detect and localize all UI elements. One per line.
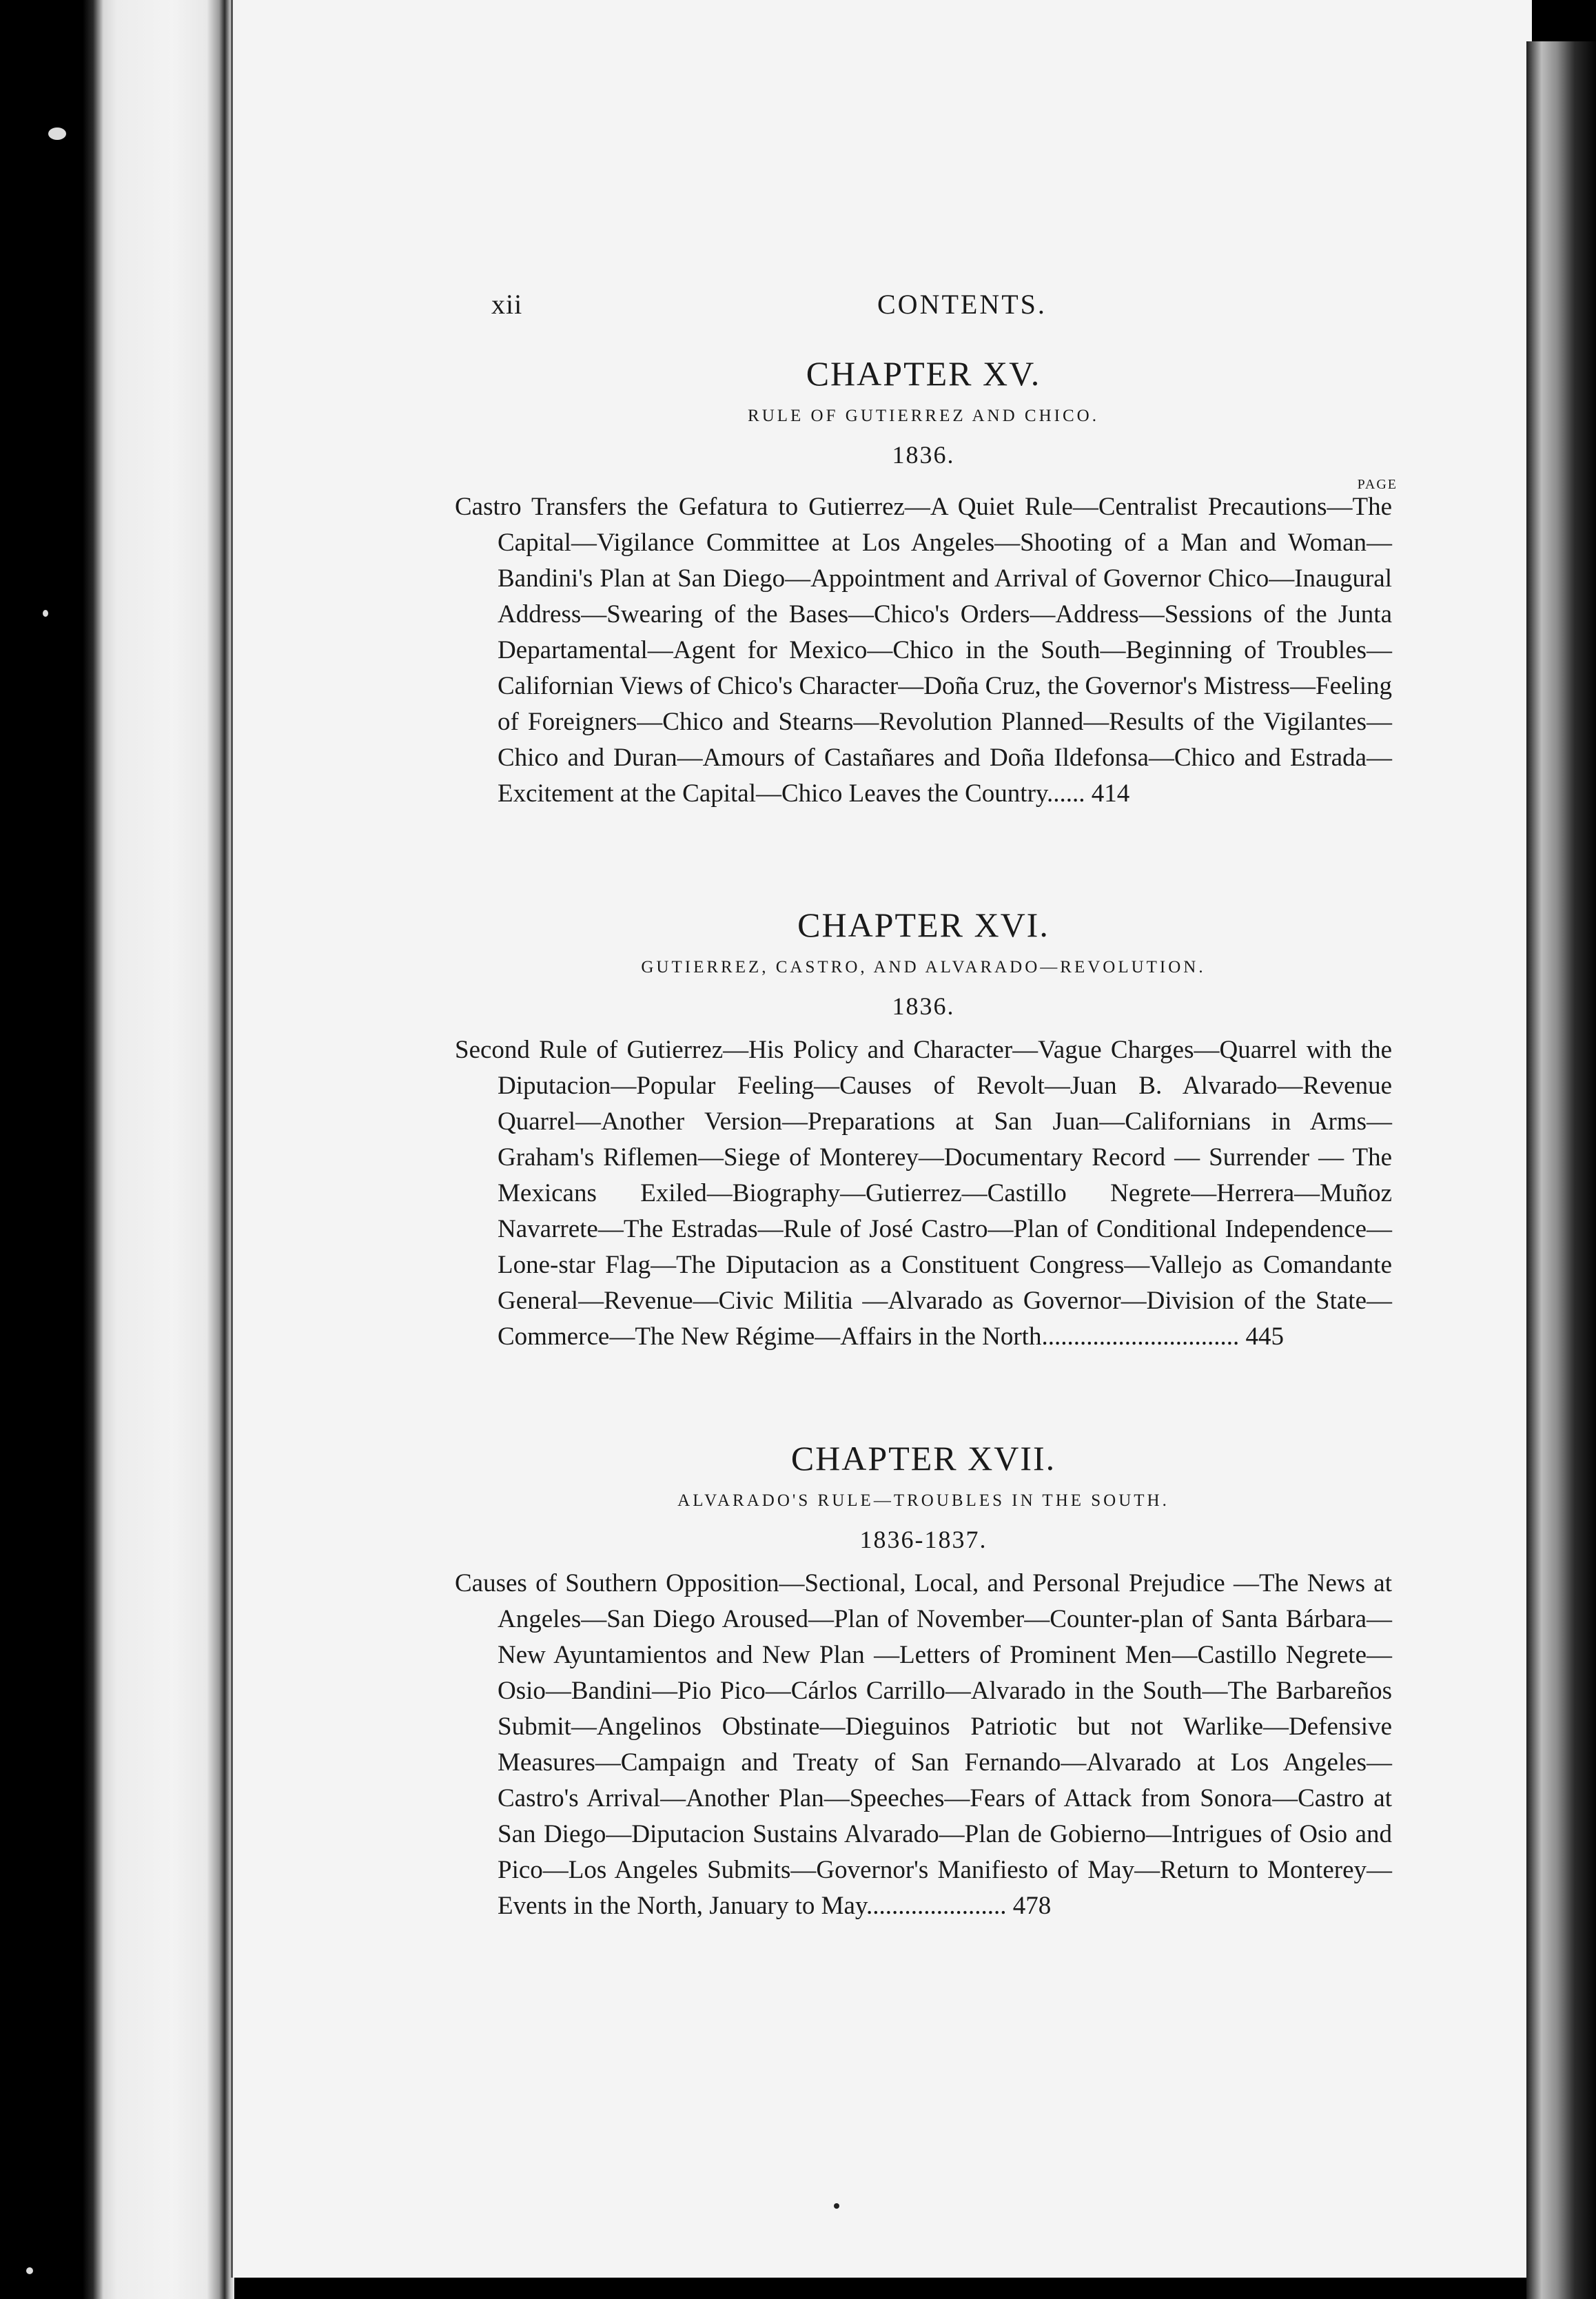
summary-text: Second Rule of Gutierrez—His Policy and Character—Vague Charges—Quarrel with the Diputacion—Popular Feeling—Causes of Revolt—Juan B. Alvarado—Revenue Quarrel—Another Version—Preparations at San Juan—Californians in Arms—Graham's Riflemen—Siege of Monterey—Documentary Record — Surrender — The Mexicans Exiled—Biography—Gutierrez—Castillo Negrete—Herrera—Muñoz Navarrete—The Estradas—Rule of José Castro—Plan of Conditional Independence—Lone-star Flag—The Diputacion as a Constituent Congress—Vallejo as Comandante General—Revenue—Civic Militia —Alvarado as Governor—Division of the State—Commerce—The New Régime—Affairs in the North (455, 1036, 1392, 1351)
summary-text: Castro Transfers the Gefatura to Gutierrez—A Quiet Rule—Centralist Precautions—The Capital—Vigilance Committee at Los Angeles—Shooting of a Man and Woman—Bandini's Plan at San Diego—Appointment and Arrival of Governor Chico—Inaugural Address—Swearing of the Bases—Chico's Orders—Address—Sessions of the Junta Departamental—Agent for Mexico—Chico in the South—Beginning of Troubles—Californian Views of Chico's Character—Doña Cruz, the Governor's Mistress—Feeling of Foreigners—Chico and Stearns—Revolution Planned—Results of the Vigilantes—Chico and Duran—Amours of Castañares and Doña Ildefonsa—Chico and Estrada—Excitement at the Capital—Chico Leaves the Country (455, 493, 1392, 808)
chapter-title: CHAPTER XVII. (790, 1439, 1056, 1478)
chapter-subtitle: RULE OF GUTIERREZ AND CHICO. (748, 407, 1099, 425)
chapter-summary (455, 489, 1392, 812)
page-number: 478 (1012, 1892, 1052, 1920)
dot-leader: ...... (1046, 779, 1085, 808)
scan-speck (48, 127, 66, 140)
chapter-xv-entry (455, 353, 1398, 812)
running-head (491, 288, 1387, 329)
chapter-title: CHAPTER XVI. (797, 906, 1050, 944)
chapter-title: CHAPTER XV. (806, 354, 1041, 393)
chapter-year: 1836. (892, 441, 955, 469)
ink-speck (834, 2203, 839, 2209)
page-number: 414 (1091, 779, 1130, 808)
chapter-summary (455, 1032, 1392, 1355)
chapter-year: 1836. (892, 992, 955, 1020)
chapter-subtitle: GUTIERREZ, CASTRO, AND ALVARADO—REVOLUTION. (641, 958, 1206, 977)
chapter-year: 1836-1837. (859, 1526, 988, 1553)
chapter-summary (455, 1566, 1392, 1924)
book-spine-gutter (0, 0, 234, 2299)
page-column-label: PAGE (1357, 477, 1398, 492)
page-folio: xii (491, 289, 523, 320)
scan-speck (26, 2267, 33, 2274)
dot-leader: ............................... (1041, 1322, 1240, 1351)
running-title: CONTENTS. (877, 289, 1047, 320)
chapter-xvi-entry (455, 904, 1392, 1355)
dot-leader: ...................... (866, 1892, 1007, 1920)
page-number: 445 (1245, 1322, 1284, 1351)
chapter-subtitle: ALVARADO'S RULE—TROUBLES IN THE SOUTH. (677, 1491, 1169, 1510)
summary-text: Causes of Southern Opposition—Sectional, Local, and Personal Prejudice —The News at Angeles—San Diego Aroused—Plan of November—Counter-plan of Santa Bárbara—New Ayuntamientos and New Plan —Letters of Prominent Men—Castillo Negrete—Osio—Bandini—Pio Pico—Cárlos Carrillo—Alvarado in the South—The Barbareños Submit—Angelinos Obstinate—Dieguinos Patriotic but not Warlike—Defensive Measures—Campaign and Treaty of San Fernando—Alvarado at Los Angeles—Castro's Arrival—Another Plan—Speeches—Fears of Attack from Sonora—Castro at San Diego—Diputacion Sustains Alvarado—Plan de Gobierno—Intrigues of Osio and Pico—Los Angeles Submits—Governor's Manifiesto of May—Return to Monterey—Events in the North, January to May (455, 1569, 1392, 1920)
chapter-xvii-entry (455, 1438, 1392, 1924)
page-edge (1526, 41, 1596, 2299)
scan-speck (43, 610, 48, 617)
